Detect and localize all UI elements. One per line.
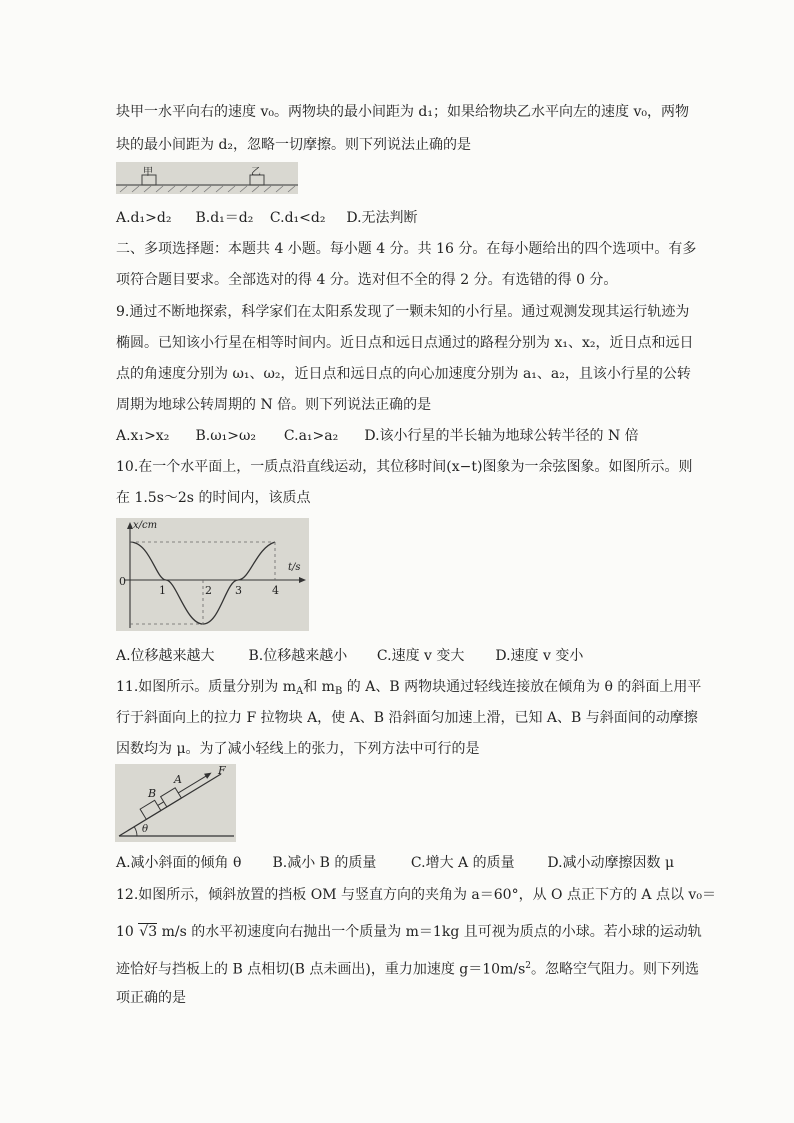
q9-line-4: 周期为地球公转周期的 N 倍。则下列说法正确的是	[116, 397, 432, 413]
q12-line-3: 迹恰好与挡板上的 B 点相切(B 点未画出)，重力加速度 $g=10m/s^2$。忽略空气阻力。则下列选	[116, 961, 699, 978]
tick-label-3: 3	[235, 584, 242, 597]
q9-line-2: 椭圆。已知该小行星在相等时间内。近日点和远日点通过的路程分别为 x₁、x₂，近日点和远日	[116, 335, 694, 351]
q9-option-c: C.a₁>a₂	[283, 428, 339, 444]
section2-line-1: 二、多项选择题：本题共 4 小题。每小题 4 分。共 16 分。在每小题给出的四个选项中。有多	[116, 241, 697, 257]
angle-label: θ	[142, 824, 149, 835]
q8-option-d: D.无法判断	[346, 210, 418, 226]
q10-line-1: 10.在一个水平面上，一质点沿直线运动，其位移时间(x−t)图象为一余弦图象。如图所示。则	[116, 459, 693, 475]
y-axis-label: x/cm	[133, 520, 158, 531]
q8-text-line-1: 块甲一水平向右的速度 v₀。两物块的最小间距为 d₁；如果给物块乙水平向左的速度 v₀，两物	[116, 104, 689, 120]
q9-option-a: A.x₁>x₂	[116, 428, 170, 444]
tick-label-1: 1	[159, 584, 166, 597]
block-a-label: A	[174, 773, 182, 786]
tick-label-2: 2	[205, 584, 212, 597]
q10-option-c: C.速度 v 变大	[376, 648, 465, 664]
q9-option-d: D.该小行星的半长轴为地球公转半径的 N 倍	[364, 428, 639, 444]
q11-line-2: 行于斜面向上的拉力 F 拉物块 A，使 A、B 沿斜面匀加速上滑，已知 A、B 与斜面间的动摩擦	[116, 710, 698, 726]
force-label: F	[218, 764, 226, 777]
q10-option-a: A.位移越来越大	[116, 648, 215, 664]
q8-options	[116, 209, 418, 227]
q9-line-1: 9.通过不断地探索，科学家们在太阳系发现了一颗未知的小行星。通过观测发现其运行轨迹为	[116, 304, 690, 320]
q10-option-d: D.速度 v 变小	[495, 648, 584, 664]
q11-line-1: 11.如图所示。质量分别为 $m_A$和 $m_B$ 的 A、B 两物块通过轻线连接放在倾角为 θ 的斜面上用平	[116, 679, 702, 697]
q10-options	[116, 647, 583, 665]
figure-blocks-on-surface	[116, 162, 298, 194]
section2-line-2: 项符合题目要求。全部选对的得 4 分。选对但不全的得 2 分。有选错的得 0 分。	[116, 272, 618, 288]
q12-line-4: 项正确的是	[116, 990, 186, 1006]
q11-options	[116, 854, 674, 872]
q8-option-b: B.d₁＝d₂	[195, 210, 254, 226]
figure-cosine-xt-graph	[116, 518, 309, 631]
block-jia-label: 甲	[143, 167, 153, 178]
q9-line-3: 点的角速度分别为 ω₁、ω₂，近日点和远日点的向心加速度分别为 a₁、a₂，且该小行星的公转	[116, 366, 691, 382]
figure-incline-blocks	[115, 764, 236, 842]
tick-label-4: 4	[272, 584, 279, 597]
block-b-label: B	[148, 787, 157, 800]
q10-option-b: B.位移越来越小	[248, 648, 348, 664]
q11-option-b: B.减小 B 的质量	[272, 855, 377, 871]
x-axis-label: t/s	[288, 562, 301, 573]
q11-option-d: D.减小动摩擦因数 μ	[547, 855, 675, 871]
q8-text-line-2: 块的最小间距为 d₂，忽略一切摩擦。则下列说法止确的是	[116, 137, 472, 153]
origin-label: 0	[119, 575, 126, 588]
q11-option-c: C.增大 A 的质量	[410, 855, 515, 871]
q8-option-c: C.d₁<d₂	[269, 210, 326, 226]
q11-line-3: 因数均为 μ。为了减小轻线上的张力，下列方法中可行的是	[116, 741, 480, 757]
sqrt-three: √3	[139, 924, 158, 940]
q12-line-1: 12.如图所示，倾斜放置的挡板 OM 与竖直方向的夹角为 a＝60°，从 O 点正下方的 A 点以 v₀＝	[116, 887, 716, 903]
q8-option-a: A.d₁>d₂	[116, 210, 172, 226]
q12-line-2: 10 √3 m/s 的水平初速度向右抛出一个质量为 m＝1kg 且可视为质点的小球。若小球的运动轨	[116, 924, 702, 940]
q9-options	[116, 427, 639, 445]
q11-option-a: A.减小斜面的倾角 θ	[116, 855, 242, 871]
q10-line-2: 在 1.5s～2s 的时间内，该质点	[116, 490, 311, 506]
q9-option-b: B.ω₁>ω₂	[195, 428, 256, 444]
block-yi-label: 乙	[251, 167, 261, 178]
